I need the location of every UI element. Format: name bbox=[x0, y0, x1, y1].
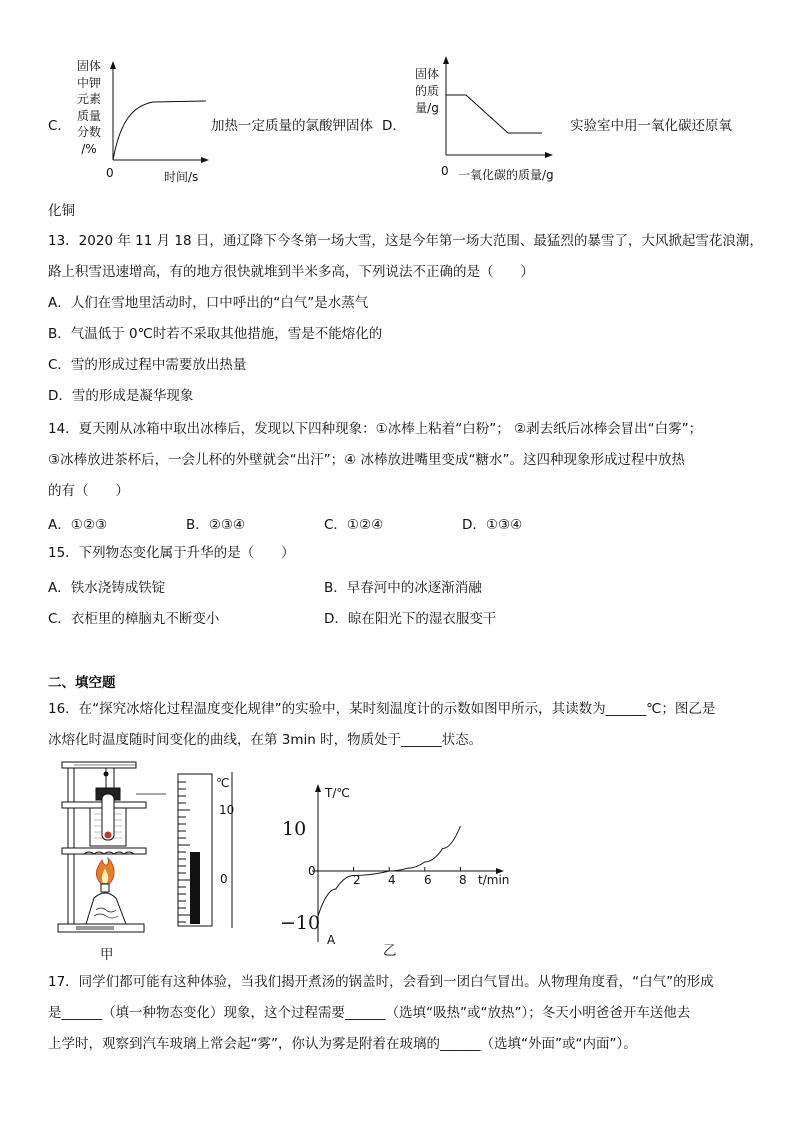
q14-stem-line1: 14．夏天刚从冰箱中取出冰棒后，发现以下四种现象：①冰棒上粘着“白粉”； ②剥去纸后冰棒会冒出“白雾”； bbox=[48, 421, 703, 437]
option-c-origin: 0 bbox=[106, 166, 114, 180]
section-2-title: 二、填空题 bbox=[48, 675, 116, 691]
option-c-y-axis-label bbox=[72, 58, 106, 157]
yi-point-a: A bbox=[327, 933, 336, 947]
option-d-x-axis-label: 一氧化碳的质量/g bbox=[458, 168, 554, 182]
yi-xtick-4: 4 bbox=[388, 873, 396, 887]
figure-jia-caption: 甲 bbox=[100, 947, 114, 963]
q13-stem-line1: 13．2020 年 11 月 18 日，通辽降下今冬第一场大雪，这是今年第一场大范围、最猛烈的暴雪了，大风掀起雪花浪潮， bbox=[48, 233, 763, 249]
figure-yi-caption: 乙 bbox=[383, 943, 397, 959]
y-label-part: 固体 bbox=[76, 59, 101, 73]
y-label-part: 的质 bbox=[414, 84, 439, 98]
q14-option-d[interactable]: D．①③④ bbox=[462, 517, 523, 533]
q15-stem: 15．下列物态变化属于升华的是（ ） bbox=[48, 545, 295, 561]
q13-option-c[interactable]: C．雪的形成过程中需要放出热量 bbox=[48, 357, 247, 373]
thermometer-liquid bbox=[190, 852, 200, 924]
yi-y-axis-label: T/℃ bbox=[325, 786, 350, 800]
q15-option-a[interactable]: A．铁水浇铸成铁锭 bbox=[48, 580, 166, 596]
thermometer-unit: ℃ bbox=[216, 776, 230, 790]
q16-line1: 16．在“探究冰熔化过程温度变化规律”的实验中，某时刻温度计的示数如图甲所示，其读数为______℃；图乙是 bbox=[48, 701, 716, 717]
q17-line3: 上学时，观察到汽车玻璃上常会起“雾”，你认为雾是附着在玻璃的______（选填“外面”或“内面”）。 bbox=[48, 1036, 637, 1052]
y-label-part: 固体 bbox=[414, 67, 439, 81]
thermometer-scale bbox=[172, 770, 242, 930]
thermometer-tick-10: 10 bbox=[219, 803, 235, 817]
yi-xtick-6: 6 bbox=[424, 873, 432, 887]
option-d-label: D． bbox=[382, 118, 406, 134]
option-c-x-axis-label: 时间/s bbox=[164, 170, 199, 184]
q14-stem-line2: ③冰棒放进茶杯后，一会儿杯的外壁就会“出汗”；④ 冰棒放进嘴里变成“糖水”。这四种现象形成过程中放热 bbox=[48, 452, 685, 468]
q15-option-c[interactable]: C．衣柜里的樟脑丸不断变小 bbox=[48, 611, 220, 627]
q13-option-a[interactable]: A．人们在雪地里活动时，口中呼出的“白气”是水蒸气 bbox=[48, 295, 369, 311]
yi-x-axis-label: t/min bbox=[478, 873, 510, 887]
thermometer-tick-0: 0 bbox=[220, 872, 228, 886]
q17-line1: 17．同学们都可能有这种体验，当我们揭开煮汤的锅盖时，会看到一团白气冒出。从物理角度看，“白气”的形成 bbox=[48, 974, 714, 990]
y-label-part: 质量 bbox=[76, 108, 101, 123]
q13-stem-line2: 路上积雪迅速增高，有的地方很快就堆到半米多高，下列说法不正确的是（ ） bbox=[48, 264, 534, 280]
y-label-part: 量/g bbox=[415, 101, 439, 115]
q17-line2: 是______（填一种物态变化）现象，这个过程需要______（选填“吸热”或“放热”）；冬天小明爸爸开车送他去 bbox=[48, 1005, 691, 1021]
q14-option-a[interactable]: A．①②③ bbox=[48, 517, 108, 533]
yi-xtick-8: 8 bbox=[459, 873, 467, 887]
yi-xtick-2: 2 bbox=[353, 873, 361, 887]
option-c-graph bbox=[108, 60, 210, 164]
y-label-part: /% bbox=[81, 141, 97, 156]
option-c-label: C． bbox=[48, 118, 71, 134]
option-d-graph bbox=[440, 55, 554, 159]
yi-ytick-0: 0 bbox=[308, 864, 316, 878]
option-d-caption: 实验室中用一氧化碳还原氧 bbox=[570, 118, 732, 134]
q14-stem-line3: 的有（ ） bbox=[48, 483, 129, 499]
y-label-part: 分数 bbox=[76, 125, 101, 139]
yi-ytick-neg10: −10 bbox=[280, 912, 321, 934]
q13-option-b[interactable]: B．气温低于 0℃时若不采取其他措施，雪是不能熔化的 bbox=[48, 326, 383, 342]
y-label-part: 中钾 bbox=[76, 75, 101, 90]
option-d-origin: 0 bbox=[441, 164, 449, 178]
option-d-y-axis-label bbox=[410, 66, 444, 117]
option-c-caption: 加热一定质量的氯酸钾固体 bbox=[211, 118, 373, 134]
q13-option-d[interactable]: D．雪的形成是凝华现象 bbox=[48, 388, 194, 404]
q15-option-b[interactable]: B．早春河中的冰逐渐消融 bbox=[324, 580, 482, 596]
yi-ytick-10: 10 bbox=[282, 818, 307, 840]
y-label-part: 元素 bbox=[76, 92, 101, 106]
q15-option-d[interactable]: D．晾在阳光下的湿衣服变干 bbox=[324, 611, 497, 627]
option-d-caption-cont: 化铜 bbox=[48, 203, 75, 219]
q14-option-c[interactable]: C．①②④ bbox=[324, 517, 384, 533]
q16-line2: 冰熔化时温度随时间变化的曲线，在第 3min 时，物质处于______状态。 bbox=[48, 732, 483, 748]
q14-option-b[interactable]: B．②③④ bbox=[186, 517, 246, 533]
